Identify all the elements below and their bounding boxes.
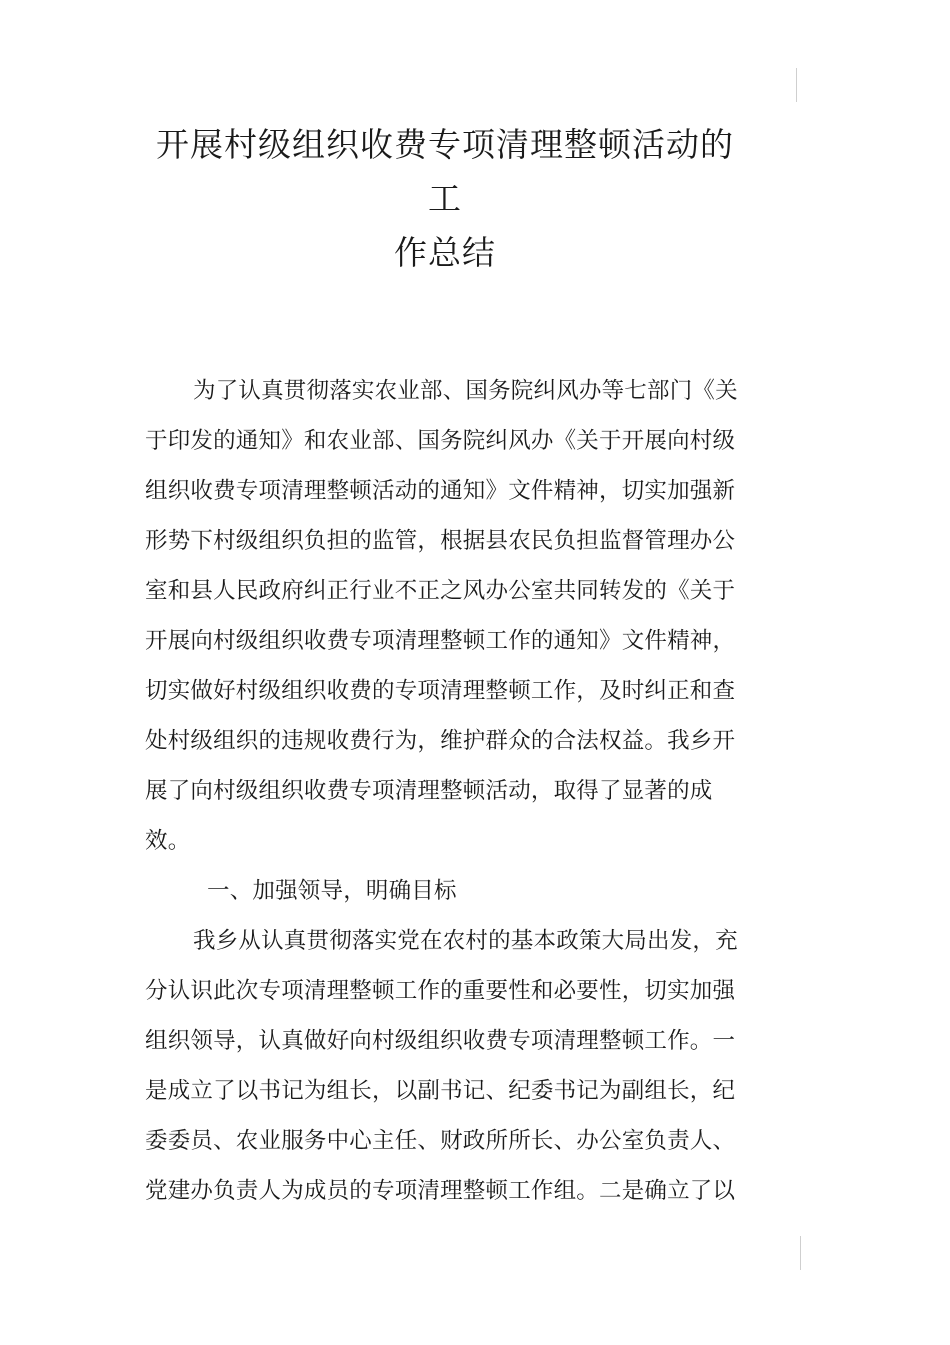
paragraph-line: 分认识此次专项清理整顿工作的重要性和必要性，切实加强 — [145, 978, 736, 1004]
paragraph-line: 委委员、农业服务中心主任、财政所所长、办公室负责人、 — [145, 1128, 736, 1154]
paragraph-line: 我乡从认真贯彻落实党在农村的基本政策大局出发，充 — [193, 928, 738, 954]
document-body — [145, 366, 755, 1216]
title-line-2: 作总结 — [394, 233, 496, 272]
page-corner-mark-bottom — [800, 1236, 801, 1270]
paragraph-line: 切实做好村级组织收费的专项清理整顿工作，及时纠正和查 — [145, 678, 736, 704]
paragraph-line: 是成立了以书记为组长，以副书记、纪委书记为副组长，纪 — [145, 1078, 736, 1104]
paragraph-line: 组织领导，认真做好向村级组织收费专项清理整顿工作。一 — [145, 1028, 736, 1054]
paragraph-line: 形势下村级组织负担的监管，根据县农民负担监督管理办公 — [145, 528, 736, 554]
section-heading: 一、加强领导，明确目标 — [207, 878, 457, 904]
document-title — [150, 118, 740, 280]
paragraph-line: 为了认真贯彻落实农业部、国务院纠风办等七部门《关 — [193, 378, 738, 404]
paragraph-line: 室和县人民政府纠正行业不正之风办公室共同转发的《关于 — [145, 578, 736, 604]
title-line-1: 开展村级组织收费专项清理整顿活动的工 — [156, 125, 734, 218]
paragraph-line: 组织收费专项清理整顿活动的通知》文件精神，切实加强新 — [145, 478, 736, 504]
paragraph-line: 效。 — [145, 828, 191, 854]
page-corner-mark-top — [796, 68, 797, 102]
paragraph-line: 处村级组织的违规收费行为，维护群众的合法权益。我乡开 — [145, 728, 736, 754]
paragraph-line: 于印发的通知》和农业部、国务院纠风办《关于开展向村级 — [145, 428, 736, 454]
paragraph-line: 党建办负责人为成员的专项清理整顿工作组。二是确立了以 — [145, 1178, 736, 1204]
paragraph-line: 开展向村级组织收费专项清理整顿工作的通知》文件精神， — [145, 628, 736, 654]
paragraph-line: 展了向村级组织收费专项清理整顿活动，取得了显著的成 — [145, 778, 713, 804]
